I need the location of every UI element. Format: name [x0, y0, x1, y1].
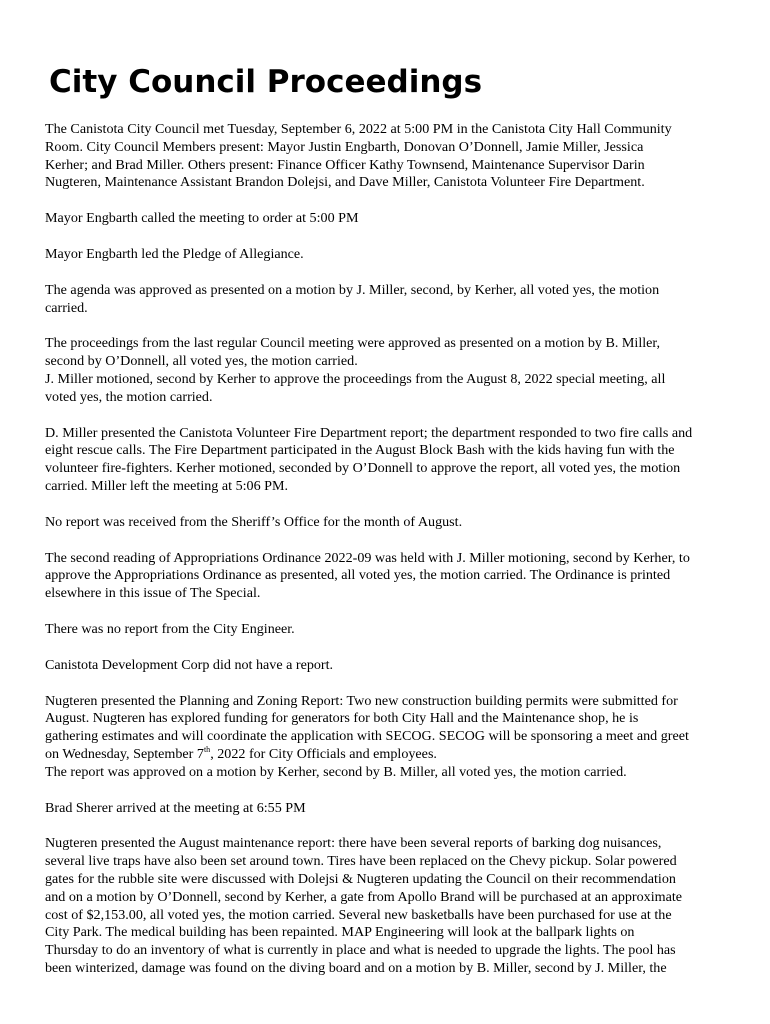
- text-line: Nugteren presented the Planning and Zoning Report: Two new construction building permits were submitted for: [45, 692, 678, 709]
- text-segment: on Wednesday, September 7: [45, 745, 204, 762]
- text-line: approve the Appropriations Ordinance as presented, all voted yes, the motion carried. The Ordinance is printed: [45, 567, 671, 584]
- text-line: Nugteren presented the August maintenance report: there have been several reports of barking dog nuisances,: [45, 835, 662, 852]
- text-line: The proceedings from the last regular Council meeting were approved as presented on a motion by B. Miller,: [45, 335, 661, 352]
- text-line: Kerher; and Brad Miller. Others present: Finance Officer Kathy Townsend, Maintenance Supervisor Darin: [45, 156, 645, 173]
- paragraph: [45, 121, 745, 192]
- text-line: voted yes, the motion carried.: [45, 388, 213, 405]
- text-line: and on a motion by O’Donnell, second by Kerher, a gate from Apollo Brand will be purchased at an approximate: [45, 888, 682, 905]
- text-line: Canistota Development Corp did not have a report.: [45, 656, 334, 673]
- text-line: The agenda was approved as presented on a motion by J. Miller, second, by Kerher, all voted yes, the motion: [45, 281, 660, 298]
- text-line: J. Miller motioned, second by Kerher to approve the proceedings from the August 8, 2022 special meeting, all: [45, 370, 666, 387]
- text-line: August. Nugteren has explored funding for generators for both City Hall and the Maintenance shop, he is: [45, 710, 639, 727]
- text-line: Brad Sherer arrived at the meeting at 6:55 PM: [45, 799, 306, 816]
- paragraph: [45, 800, 745, 818]
- text-line: been winterized, damage was found on the diving board and on a motion by B. Miller, second by J. Miller, the: [45, 959, 667, 976]
- paragraph: [45, 246, 745, 264]
- text-line: cost of $2,153.00, all voted yes, the motion carried. Several new basketballs have been purchased for use at the: [45, 906, 672, 923]
- superscript: th: [203, 744, 211, 754]
- paragraph: [45, 282, 745, 318]
- text-line: Room. City Council Members present: Mayor Justin Engbarth, Donovan O’Donnell, Jamie Miller, Jessica: [45, 138, 644, 155]
- paragraph: [45, 425, 745, 496]
- text-line: City Park. The medical building has been repainted. MAP Engineering will look at the ballpark lights on: [45, 924, 635, 941]
- text-line: [45, 746, 745, 764]
- text-line: carried.: [45, 299, 88, 316]
- text-line: No report was received from the Sheriff’s Office for the month of August.: [45, 513, 463, 530]
- text-line: several live traps have also been set around town. Tires have been replaced on the Chevy pickup. Solar powered: [45, 853, 677, 870]
- text-line: Nugteren, Maintenance Assistant Brandon Dolejsi, and Dave Miller, Canistota Volunteer Fire Department.: [45, 174, 645, 191]
- text-segment: , 2022 for City Officials and employees.: [210, 745, 437, 762]
- text-line: The report was approved on a motion by Kerher, second by B. Miller, all voted yes, the motion carried.: [45, 763, 627, 780]
- text-line: carried. Miller left the meeting at 5:06 PM.: [45, 477, 289, 494]
- paragraph: [45, 514, 745, 532]
- paragraph: [45, 335, 745, 406]
- text-line: Mayor Engbarth led the Pledge of Allegiance.: [45, 245, 304, 262]
- paragraph: [45, 550, 745, 603]
- text-line: gathering estimates and will coordinate the application with SECOG. SECOG will be sponsoring a meet and greet: [45, 728, 689, 745]
- paragraph: [45, 835, 745, 977]
- text-line: D. Miller presented the Canistota Volunteer Fire Department report; the department responded to two fire calls and: [45, 424, 693, 441]
- text-line: There was no report from the City Engineer.: [45, 620, 295, 637]
- paragraph: [45, 621, 745, 639]
- text-line: elsewhere in this issue of The Special.: [45, 585, 261, 602]
- text-line: eight rescue calls. The Fire Department participated in the August Block Bash with the kids having fun with the: [45, 442, 675, 459]
- paragraph: [45, 210, 745, 228]
- text-line: The second reading of Appropriations Ordinance 2022-09 was held with J. Miller motioning, second by Kerher, to: [45, 549, 690, 566]
- paragraph: [45, 693, 745, 782]
- text-line: Thursday to do an inventory of what is currently in place and what is needed to upgrade the lights. The pool has: [45, 942, 676, 959]
- text-line: volunteer fire-fighters. Kerher motioned, seconded by O’Donnell to approve the report, all voted yes, the motion: [45, 460, 681, 477]
- text-line: The Canistota City Council met Tuesday, September 6, 2022 at 5:00 PM in the Canistota City Hall Community: [45, 121, 672, 137]
- text-line: gates for the rubble site were discussed with Dolejsi & Nugteren updating the Council on their recommendation: [45, 870, 676, 887]
- text-line: second by O’Donnell, all voted yes, the motion carried.: [45, 353, 358, 370]
- text-line: Mayor Engbarth called the meeting to order at 5:00 PM: [45, 210, 359, 227]
- page-title: City Council Proceedings: [49, 64, 483, 100]
- document-body: [45, 121, 745, 996]
- paragraph: [45, 657, 745, 675]
